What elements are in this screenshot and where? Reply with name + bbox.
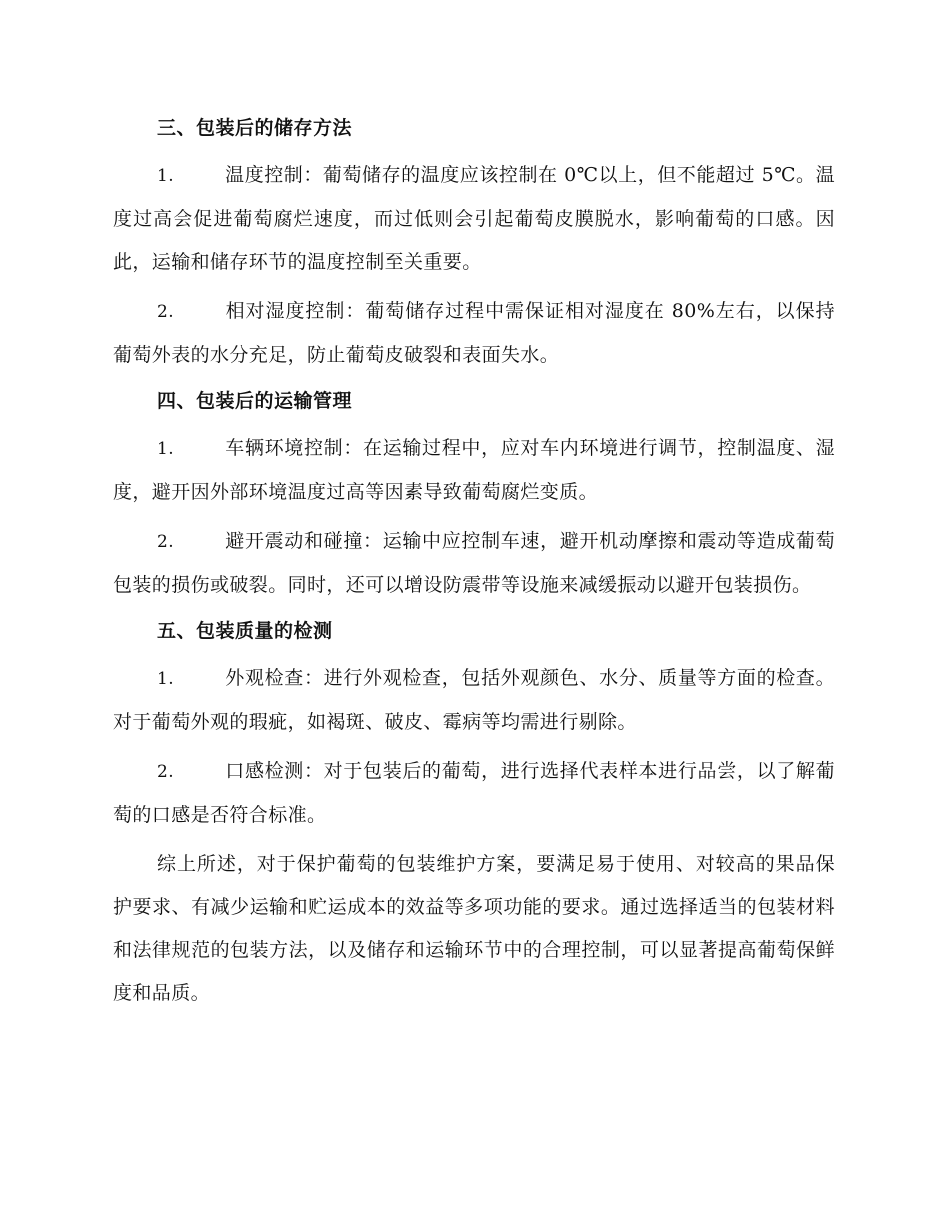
item-text: 温度控制：葡萄储存的温度应该控制在 0℃以上，但不能超过 5℃。温度过高会促进葡萄腐烂速度，而过低则会引起葡萄皮膜脱水，影响葡萄的口感。因此，运输和储存环节的温度控制至关重要。 [113, 164, 835, 273]
section-heading-quality: 五、包装质量的检测 [157, 620, 333, 642]
item-text: 避开震动和碰撞：运输中应控制车速，避开机动摩擦和震动等造成葡萄包装的损伤或破裂。同时，还可以增设防震带等设施来减缓振动以避开包装损伤。 [113, 530, 835, 596]
section-heading-transport: 四、包装后的运输管理 [157, 390, 353, 412]
summary-paragraph: 综上所述，对于保护葡萄的包装维护方案，要满足易于使用、对较高的果品保护要求、有减少运输和贮运成本的效益等多项功能的要求。通过选择适当的包装材料和法律规范的包装方法，以及储存和运输环节中的合理控制，可以显著提高葡萄保鲜度和品质。 [113, 853, 835, 1004]
list-item [113, 154, 835, 284]
list-item [113, 290, 835, 377]
item-number: 1. [157, 669, 175, 689]
list-item [113, 520, 835, 607]
item-number: 2. [157, 762, 175, 782]
list-item [113, 657, 835, 744]
item-text: 车辆环境控制：在运输过程中，应对车内环境进行调节，控制温度、湿度，避开因外部环境温度过高等因素导致葡萄腐烂变质。 [113, 437, 835, 503]
item-number: 2. [157, 302, 175, 322]
document-body [113, 110, 835, 1021]
item-text: 外观检查：进行外观检查，包括外观颜色、水分、质量等方面的检查。对于葡萄外观的瑕疵，如褐斑、破皮、霉病等均需进行剔除。 [113, 667, 835, 733]
item-text: 相对湿度控制：葡萄储存过程中需保证相对湿度在 80%左右，以保持葡萄外表的水分充足，防止葡萄皮破裂和表面失水。 [113, 300, 835, 366]
item-number: 1. [157, 166, 175, 186]
list-item [113, 427, 835, 514]
item-number: 1. [157, 439, 175, 459]
item-number: 2. [157, 532, 175, 552]
item-text: 口感检测：对于包装后的葡萄，进行选择代表样本进行品尝，以了解葡萄的口感是否符合标准。 [113, 760, 835, 826]
list-item [113, 750, 835, 837]
section-heading-storage: 三、包装后的储存方法 [157, 117, 353, 139]
